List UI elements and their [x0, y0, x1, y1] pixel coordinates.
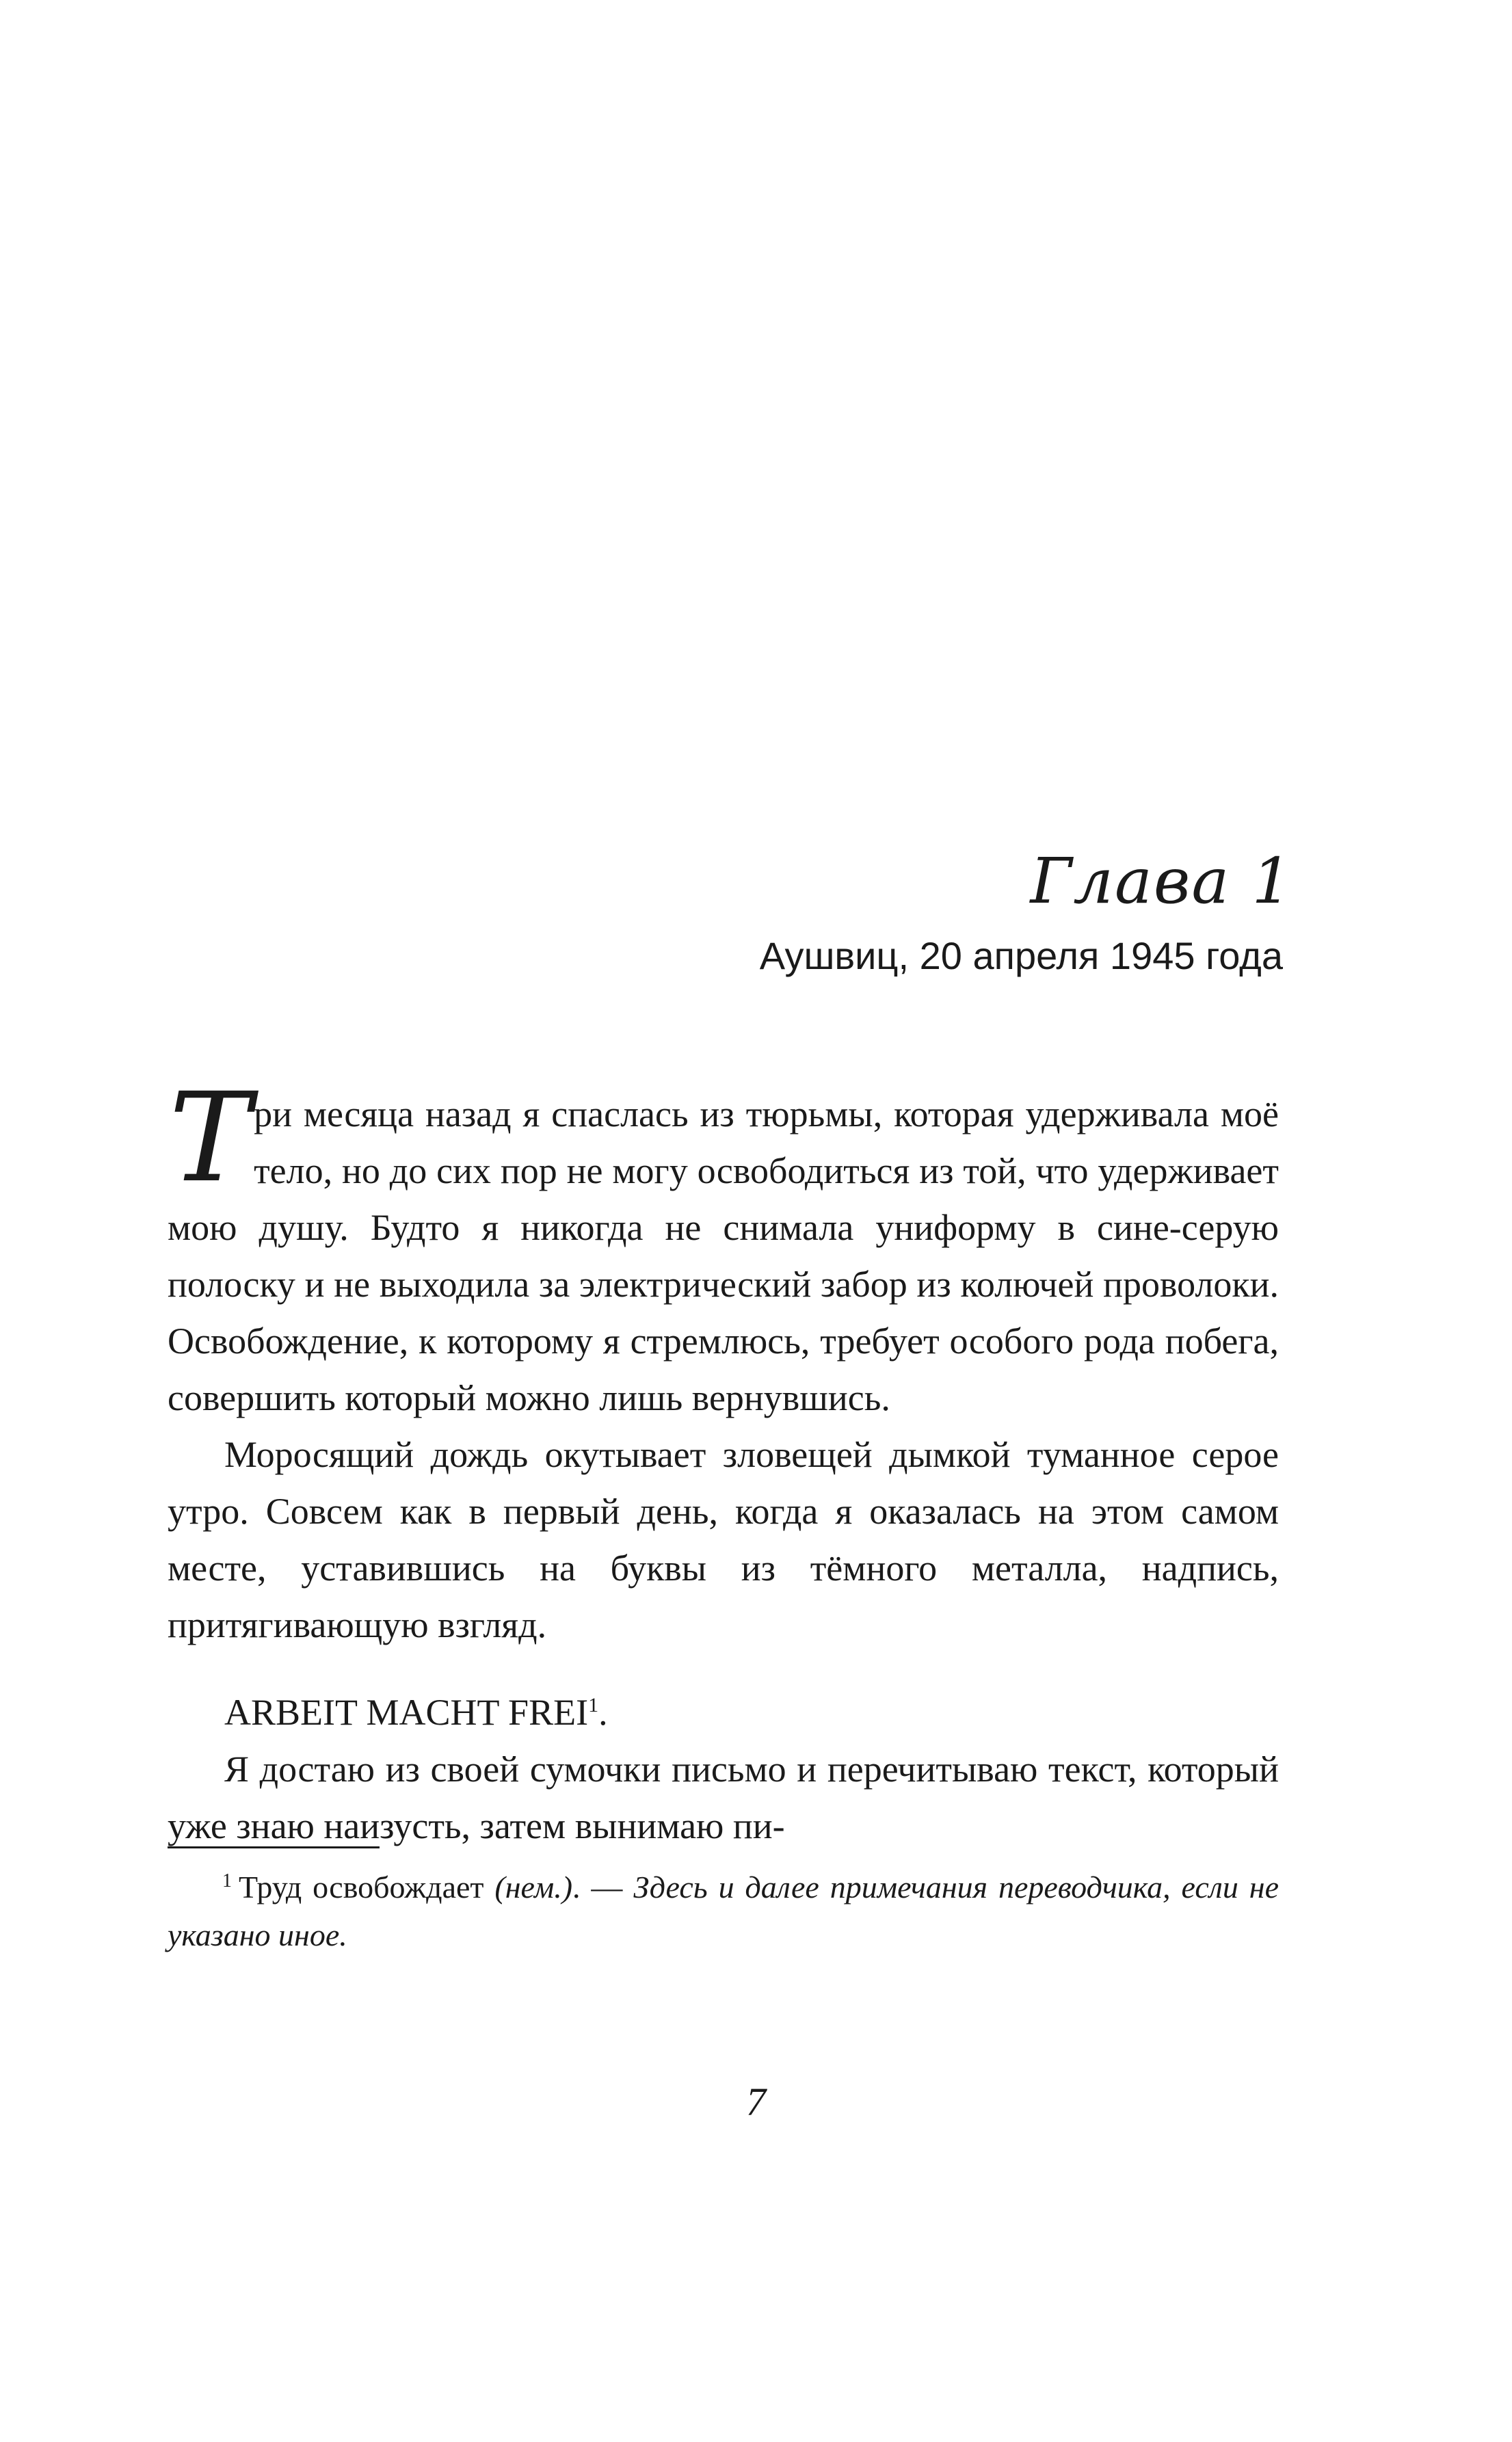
motto-line — [168, 1684, 1279, 1741]
footnote-dash: . — — [572, 1870, 634, 1905]
footnote-divider — [168, 1846, 380, 1848]
footnote-mark: 1 — [222, 1870, 232, 1892]
body-text — [168, 1067, 1279, 1855]
footnote-translator-note: Здесь и далее примечания переводчика, если не указано иное. — [168, 1870, 1279, 1952]
page-number: 7 — [746, 2080, 766, 2124]
chapter-subtitle: Аушвиц, 20 апреля 1945 года — [759, 934, 1283, 977]
motto-end: . — [598, 1692, 608, 1733]
footnote-reference: 1 — [588, 1694, 599, 1716]
paragraph-1-text: ри месяца назад я спаслась из тюрьмы, которая удерживала моё тело, но до сих пор не могу освободиться из той, что удерживает мою душу. Будто я никогда не снимала униформу в сине-серую полоску и не выходила за электрический забор из колючей проволоки. Освобождение, к которому я стремлюсь, требует особого рода побега, совершить который можно лишь вернувшись. — [168, 1093, 1279, 1418]
motto-text: ARBEIT MACHT FREI — [224, 1692, 589, 1733]
footnote-language: (нем.) — [494, 1870, 573, 1905]
chapter-title: Глава 1 — [1030, 845, 1293, 918]
paragraph-1 — [168, 1067, 1279, 1426]
drop-cap: Т — [169, 1067, 252, 1210]
footnote-text: Труд освобождает — [239, 1870, 495, 1905]
footnote — [168, 1863, 1279, 1959]
paragraph-gap — [168, 1654, 1279, 1684]
paragraph-2: Моросящий дождь окутывает зловещей дымкой туманное серое утро. Совсем как в первый день, когда я оказалась на этом самом месте, уставившись на буквы из тёмного металла, надпись, притягивающую взгляд. — [168, 1434, 1279, 1645]
paragraph-3: Я достаю из своей сумочки письмо и перечитываю текст, который уже знаю наизусть, затем вынимаю пи- — [168, 1749, 1279, 1846]
